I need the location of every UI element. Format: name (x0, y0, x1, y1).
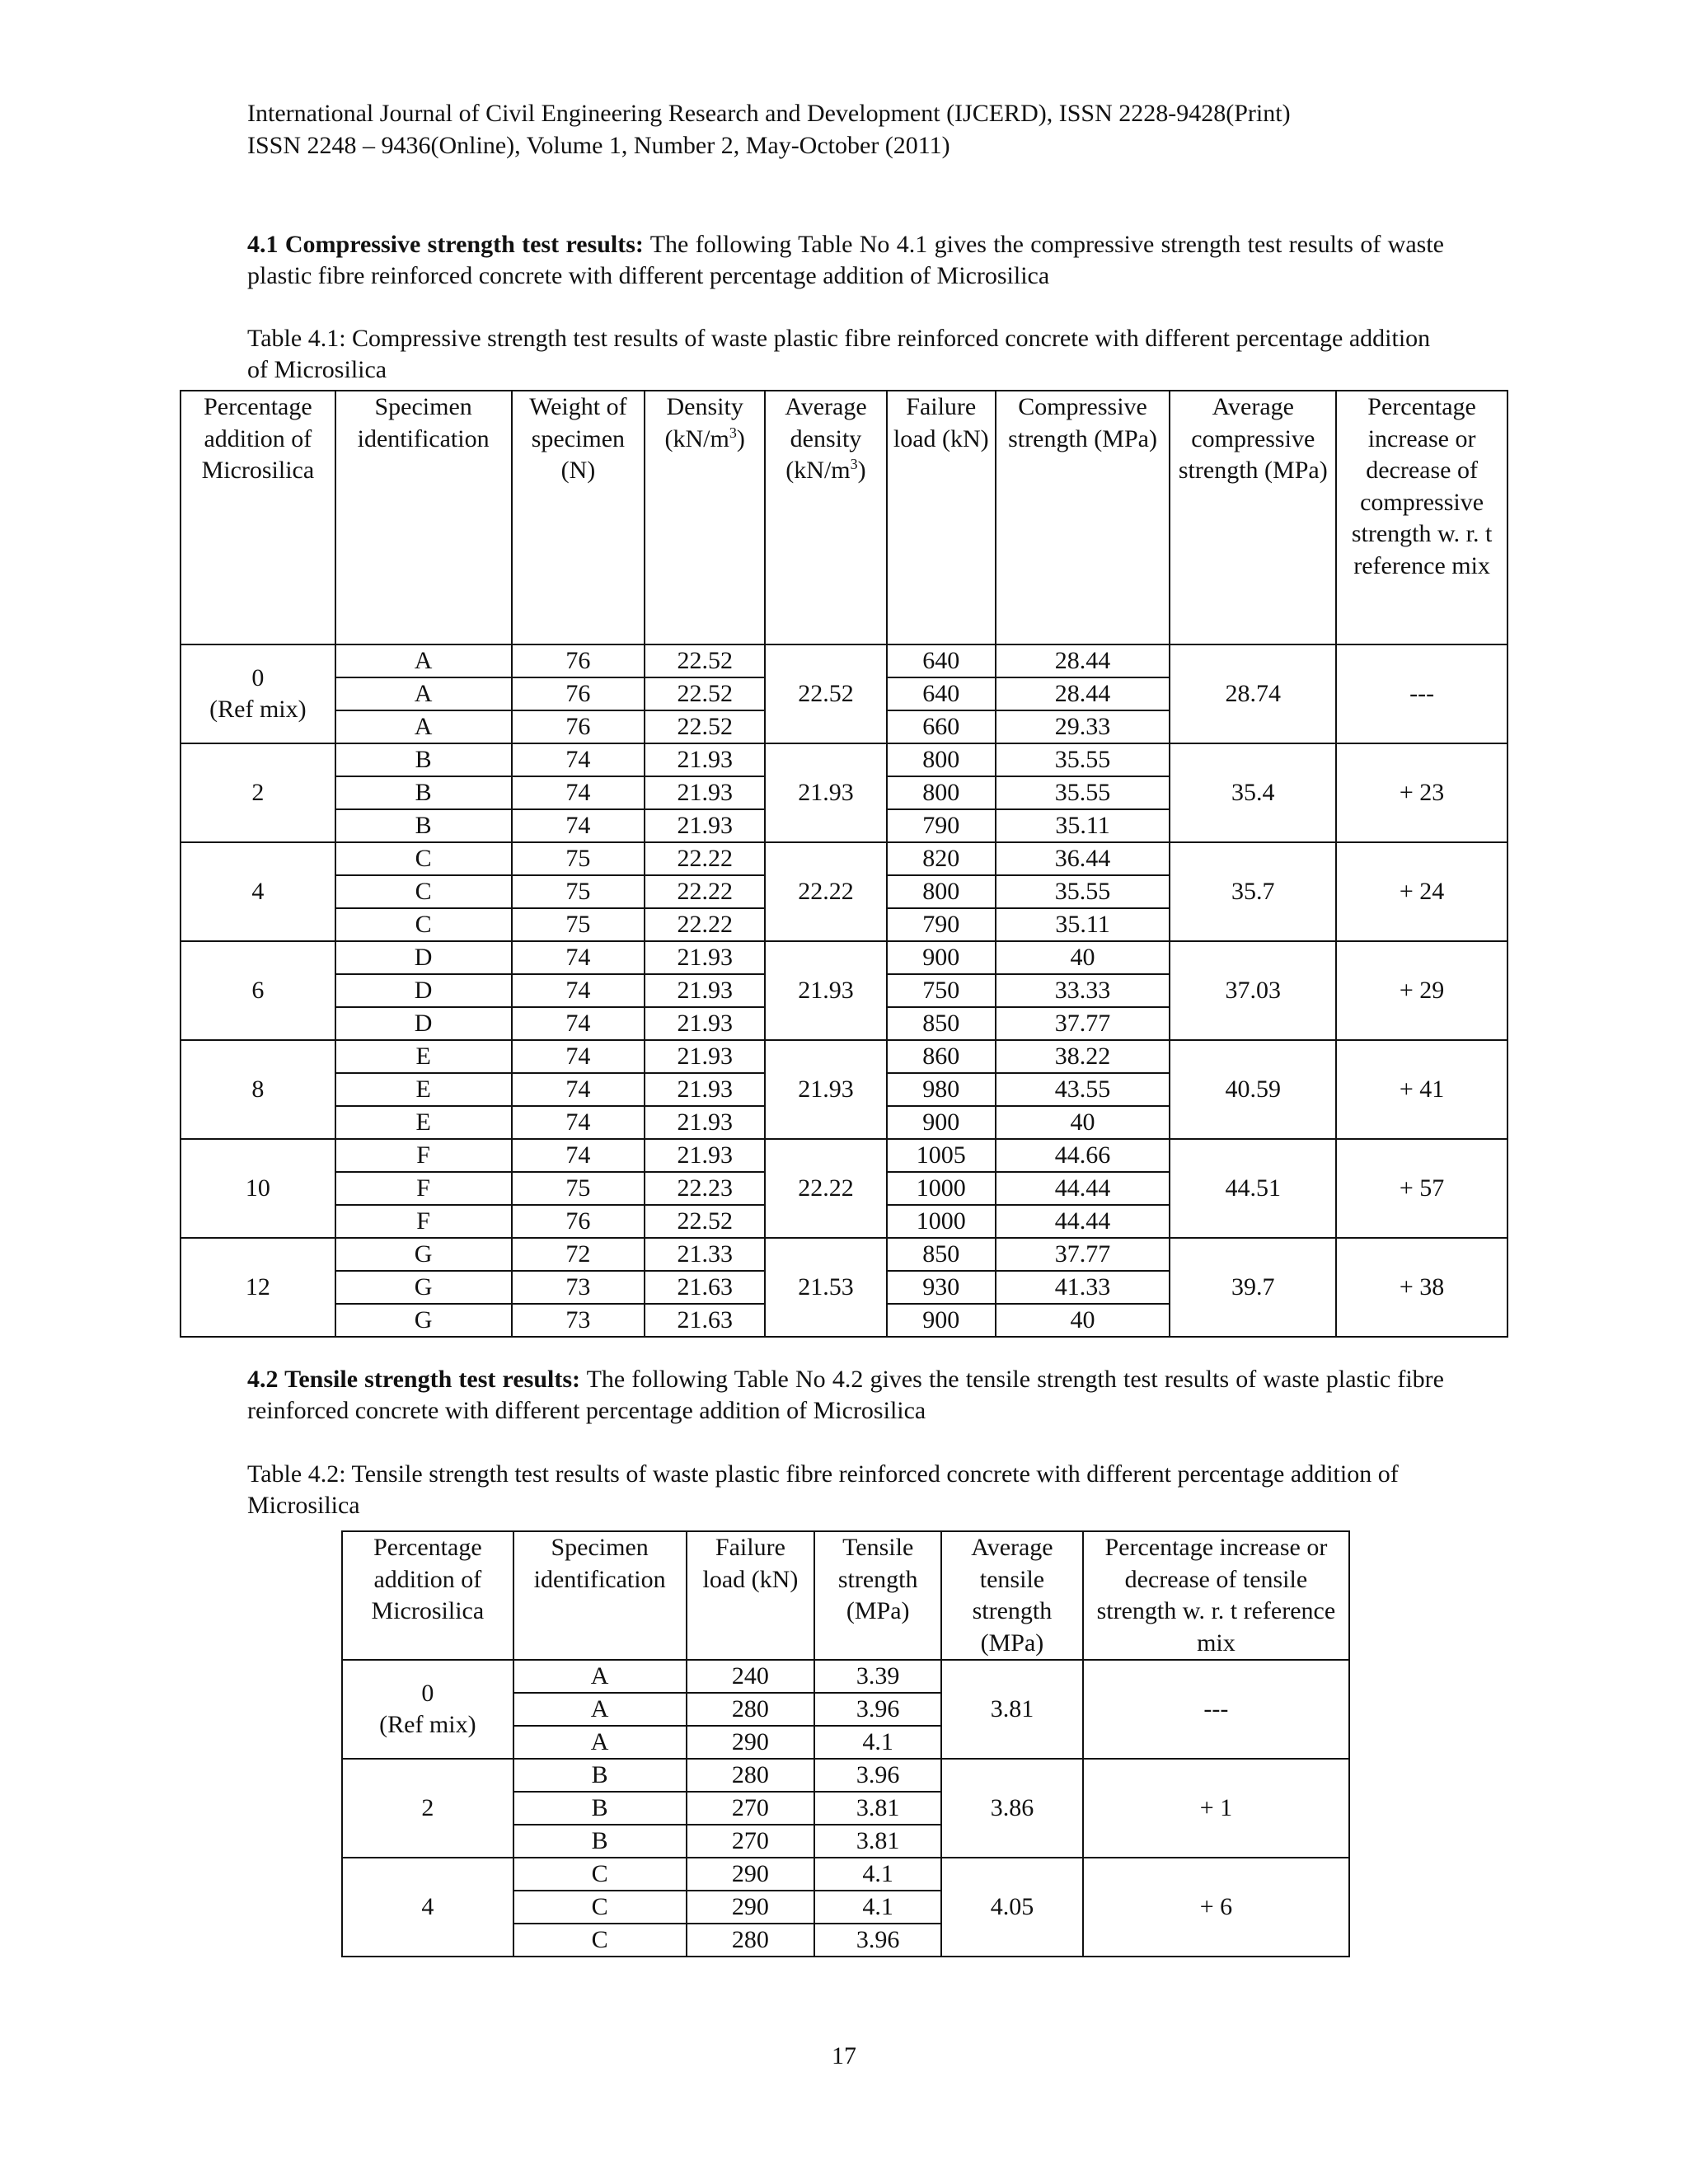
average-compressive-strength-cell: 39.7 (1170, 1238, 1336, 1337)
average-density-cell: 21.93 (765, 941, 887, 1040)
weight-cell: 76 (512, 1205, 645, 1238)
percentage-change-cell: + 38 (1336, 1238, 1507, 1337)
percentage-change-cell: --- (1083, 1660, 1349, 1759)
specimen-cell: G (335, 1271, 512, 1304)
specimen-cell: B (335, 809, 512, 842)
failure-load-cell: 1000 (887, 1172, 996, 1205)
density-cell: 22.23 (645, 1172, 765, 1205)
tensile-strength-cell: 3.81 (814, 1792, 941, 1825)
weight-cell: 75 (512, 842, 645, 875)
specimen-cell: E (335, 1106, 512, 1139)
failure-load-cell: 290 (687, 1726, 815, 1759)
percentage-addition-cell: 2 (181, 743, 335, 842)
header-weight: Weight of specimen (N) (512, 391, 645, 644)
specimen-cell: F (335, 1205, 512, 1238)
failure-load-cell: 750 (887, 974, 996, 1007)
specimen-cell: A (513, 1693, 687, 1726)
specimen-cell: C (513, 1891, 687, 1924)
density-cell: 21.33 (645, 1238, 765, 1271)
percentage-change-cell: --- (1336, 644, 1507, 743)
percentage-addition-cell: 8 (181, 1040, 335, 1139)
specimen-cell: E (335, 1040, 512, 1073)
failure-load-cell: 930 (887, 1271, 996, 1304)
specimen-cell: G (335, 1238, 512, 1271)
compressive-strength-table (180, 390, 1508, 1338)
average-density-cell: 22.52 (765, 644, 887, 743)
header-average-tensile-strength: Average tensile strength (MPa) (941, 1531, 1083, 1660)
failure-load-cell: 270 (687, 1825, 815, 1858)
failure-load-cell: 280 (687, 1924, 815, 1957)
table-row (181, 1139, 1507, 1172)
failure-load-cell: 270 (687, 1792, 815, 1825)
table-row (181, 1040, 1507, 1073)
average-tensile-strength-cell: 3.81 (941, 1660, 1083, 1759)
table-row (181, 644, 1507, 677)
failure-load-cell: 280 (687, 1693, 815, 1726)
weight-cell: 73 (512, 1304, 645, 1337)
table-row (181, 842, 1507, 875)
percentage-addition-cell: 0 (Ref mix) (342, 1660, 513, 1759)
average-compressive-strength-cell: 40.59 (1170, 1040, 1336, 1139)
failure-load-cell: 290 (687, 1858, 815, 1891)
percentage-change-cell: + 1 (1083, 1759, 1349, 1858)
header-percentage-addition: Percentage addition of Microsilica (342, 1531, 513, 1660)
failure-load-cell: 800 (887, 875, 996, 908)
failure-load-cell: 850 (887, 1238, 996, 1271)
density-cell: 21.93 (645, 1007, 765, 1040)
specimen-cell: C (513, 1924, 687, 1957)
table-row (342, 1660, 1349, 1693)
section-4-1-paragraph (247, 229, 1444, 292)
percentage-addition-cell: 10 (181, 1139, 335, 1238)
percentage-addition-cell: 0 (Ref mix) (181, 644, 335, 743)
density-cell: 22.52 (645, 644, 765, 677)
weight-cell: 74 (512, 1040, 645, 1073)
compressive-strength-cell: 35.55 (996, 776, 1170, 809)
percentage-change-cell: + 24 (1336, 842, 1507, 941)
compressive-strength-cell: 28.44 (996, 677, 1170, 710)
specimen-cell: C (335, 908, 512, 941)
compressive-strength-cell: 35.11 (996, 908, 1170, 941)
specimen-cell: A (335, 710, 512, 743)
header-density: Density $(kN/m^3)$ (645, 391, 765, 644)
compressive-strength-cell: 28.44 (996, 644, 1170, 677)
compressive-strength-cell: 44.44 (996, 1172, 1170, 1205)
compressive-strength-cell: 35.55 (996, 875, 1170, 908)
weight-cell: 74 (512, 809, 645, 842)
section-4-2-paragraph (247, 1364, 1444, 1427)
average-tensile-strength-cell: 4.05 (941, 1858, 1083, 1957)
specimen-cell: C (513, 1858, 687, 1891)
density-cell: 21.93 (645, 1040, 765, 1073)
compressive-strength-cell: 44.44 (996, 1205, 1170, 1238)
weight-cell: 74 (512, 1106, 645, 1139)
density-cell: 21.93 (645, 941, 765, 974)
percentage-change-cell: + 41 (1336, 1040, 1507, 1139)
compressive-strength-cell: 36.44 (996, 842, 1170, 875)
header-failure-load: Failure load (kN) (687, 1531, 815, 1660)
density-cell: 21.93 (645, 776, 765, 809)
failure-load-cell: 290 (687, 1891, 815, 1924)
weight-cell: 74 (512, 1007, 645, 1040)
specimen-cell: E (335, 1073, 512, 1106)
specimen-cell: A (513, 1726, 687, 1759)
failure-load-cell: 280 (687, 1759, 815, 1792)
density-cell: 22.22 (645, 875, 765, 908)
specimen-cell: B (335, 776, 512, 809)
percentage-change-cell: + 57 (1336, 1139, 1507, 1238)
weight-cell: 74 (512, 776, 645, 809)
weight-cell: 76 (512, 644, 645, 677)
weight-cell: 74 (512, 941, 645, 974)
table-row (181, 1238, 1507, 1271)
average-density-cell: 22.22 (765, 1139, 887, 1238)
table-row (342, 1759, 1349, 1792)
header-compressive-strength: Compressive strength (MPa) (996, 391, 1170, 644)
density-cell: 21.63 (645, 1304, 765, 1337)
specimen-cell: D (335, 974, 512, 1007)
header-percentage-change: Percentage increase or decrease of compressive strength w. r. t reference mix (1336, 391, 1507, 644)
specimen-cell: C (335, 842, 512, 875)
section-4-2-heading: 4.2 Tensile strength test results: (247, 1366, 580, 1393)
specimen-cell: A (335, 677, 512, 710)
section-4-2-text: The following Table No 4.2 gives the tensile strength test results of waste plastic fibre reinforced concrete with different percentage addition of Microsilica (247, 1366, 1444, 1424)
compressive-strength-cell: 41.33 (996, 1271, 1170, 1304)
header-average-density: Average density $(kN/m^3)$ (765, 391, 887, 644)
specimen-cell: D (335, 1007, 512, 1040)
average-density-cell: 21.53 (765, 1238, 887, 1337)
failure-load-cell: 900 (887, 1106, 996, 1139)
tensile-strength-cell: 3.81 (814, 1825, 941, 1858)
compressive-strength-cell: 40 (996, 1106, 1170, 1139)
page-number: 17 (832, 2042, 856, 2069)
header-specimen-identification: Specimen identification (335, 391, 512, 644)
percentage-addition-cell: 4 (181, 842, 335, 941)
header-line-2: ISSN 2248 – 9436(Online), Volume 1, Number 2, May-October (2011) (247, 132, 950, 159)
specimen-cell: B (513, 1825, 687, 1858)
failure-load-cell: 640 (887, 644, 996, 677)
percentage-change-cell: + 29 (1336, 941, 1507, 1040)
failure-load-cell: 900 (887, 941, 996, 974)
density-cell: 21.93 (645, 743, 765, 776)
density-cell: 21.93 (645, 1139, 765, 1172)
weight-cell: 72 (512, 1238, 645, 1271)
failure-load-cell: 1000 (887, 1205, 996, 1238)
section-4-1-heading: 4.1 Compressive strength test results: (247, 231, 644, 258)
failure-load-cell: 640 (887, 677, 996, 710)
density-cell: 21.63 (645, 1271, 765, 1304)
tensile-strength-cell: 3.96 (814, 1693, 941, 1726)
header-percentage-change: Percentage increase or decrease of tensile strength w. r. t reference mix (1083, 1531, 1349, 1660)
compressive-strength-cell: 37.77 (996, 1007, 1170, 1040)
average-compressive-strength-cell: 35.4 (1170, 743, 1336, 842)
weight-cell: 74 (512, 1073, 645, 1106)
percentage-addition-cell: 12 (181, 1238, 335, 1337)
specimen-cell: C (335, 875, 512, 908)
percentage-addition-cell: 4 (342, 1858, 513, 1957)
tensile-strength-cell: 4.1 (814, 1858, 941, 1891)
table-4-2-caption: Table 4.2: Tensile strength test results of waste plastic fibre reinforced concrete with different percentage addition of Microsilica (247, 1460, 1399, 1519)
density-cell: 22.52 (645, 710, 765, 743)
tensile-strength-cell: 4.1 (814, 1726, 941, 1759)
density-cell: 21.93 (645, 1073, 765, 1106)
specimen-cell: B (513, 1759, 687, 1792)
failure-load-cell: 800 (887, 743, 996, 776)
failure-load-cell: 660 (887, 710, 996, 743)
compressive-strength-cell: 35.11 (996, 809, 1170, 842)
compressive-strength-cell: 38.22 (996, 1040, 1170, 1073)
specimen-cell: B (513, 1792, 687, 1825)
failure-load-cell: 790 (887, 809, 996, 842)
table-row (342, 1858, 1349, 1891)
average-compressive-strength-cell: 44.51 (1170, 1139, 1336, 1238)
weight-cell: 76 (512, 677, 645, 710)
average-density-cell: 21.93 (765, 743, 887, 842)
header-percentage-addition: Percentage addition of Microsilica (181, 391, 335, 644)
specimen-cell: F (335, 1172, 512, 1205)
percentage-addition-cell: 6 (181, 941, 335, 1040)
weight-cell: 75 (512, 908, 645, 941)
tensile-strength-cell: 3.39 (814, 1660, 941, 1693)
compressive-strength-cell: 29.33 (996, 710, 1170, 743)
weight-cell: 75 (512, 1172, 645, 1205)
compressive-strength-cell: 33.33 (996, 974, 1170, 1007)
weight-cell: 74 (512, 743, 645, 776)
table-row (181, 743, 1507, 776)
specimen-cell: A (335, 644, 512, 677)
compressive-strength-cell: 40 (996, 1304, 1170, 1337)
weight-cell: 74 (512, 974, 645, 1007)
density-cell: 21.93 (645, 974, 765, 1007)
compressive-strength-cell: 37.77 (996, 1238, 1170, 1271)
weight-cell: 73 (512, 1271, 645, 1304)
failure-load-cell: 900 (887, 1304, 996, 1337)
failure-load-cell: 790 (887, 908, 996, 941)
failure-load-cell: 860 (887, 1040, 996, 1073)
weight-cell: 75 (512, 875, 645, 908)
specimen-cell: A (513, 1660, 687, 1693)
percentage-change-cell: + 6 (1083, 1858, 1349, 1957)
header-line-1: International Journal of Civil Engineering Research and Development (IJCERD), ISSN 2228-9428(Print) (247, 100, 1291, 127)
failure-load-cell: 980 (887, 1073, 996, 1106)
tensile-strength-cell: 3.96 (814, 1924, 941, 1957)
specimen-cell: F (335, 1139, 512, 1172)
weight-cell: 74 (512, 1139, 645, 1172)
specimen-cell: B (335, 743, 512, 776)
failure-load-cell: 240 (687, 1660, 815, 1693)
weight-cell: 76 (512, 710, 645, 743)
density-cell: 22.52 (645, 677, 765, 710)
average-tensile-strength-cell: 3.86 (941, 1759, 1083, 1858)
specimen-cell: D (335, 941, 512, 974)
tensile-strength-table (341, 1530, 1350, 1957)
percentage-change-cell: + 23 (1336, 743, 1507, 842)
compressive-strength-cell: 44.66 (996, 1139, 1170, 1172)
density-cell: 22.22 (645, 842, 765, 875)
header-failure-load: Failure load (kN) (887, 391, 996, 644)
tensile-strength-cell: 3.96 (814, 1759, 941, 1792)
table-4-1-caption: Table 4.1: Compressive strength test results of waste plastic fibre reinforced concrete with different percentage addition of Microsilica (247, 325, 1431, 383)
failure-load-cell: 800 (887, 776, 996, 809)
average-density-cell: 22.22 (765, 842, 887, 941)
failure-load-cell: 820 (887, 842, 996, 875)
compressive-strength-cell: 43.55 (996, 1073, 1170, 1106)
header-tensile-strength: Tensile strength (MPa) (814, 1531, 941, 1660)
journal-header (247, 97, 1291, 162)
table-row (181, 941, 1507, 974)
percentage-addition-cell: 2 (342, 1759, 513, 1858)
density-cell: 22.22 (645, 908, 765, 941)
density-cell: 22.52 (645, 1205, 765, 1238)
average-compressive-strength-cell: 37.03 (1170, 941, 1336, 1040)
tensile-strength-cell: 4.1 (814, 1891, 941, 1924)
header-average-compressive-strength: Average compressive strength (MPa) (1170, 391, 1336, 644)
failure-load-cell: 850 (887, 1007, 996, 1040)
header-specimen-identification: Specimen identification (513, 1531, 687, 1660)
density-cell: 21.93 (645, 1106, 765, 1139)
section-4-1-text: The following Table No 4.1 gives the compressive strength test results of waste plastic fibre reinforced concrete with different percentage addition of Microsilica (247, 231, 1444, 289)
density-cell: 21.93 (645, 809, 765, 842)
average-compressive-strength-cell: 28.74 (1170, 644, 1336, 743)
failure-load-cell: 1005 (887, 1139, 996, 1172)
average-compressive-strength-cell: 35.7 (1170, 842, 1336, 941)
compressive-strength-cell: 35.55 (996, 743, 1170, 776)
average-density-cell: 21.93 (765, 1040, 887, 1139)
specimen-cell: G (335, 1304, 512, 1337)
compressive-strength-cell: 40 (996, 941, 1170, 974)
